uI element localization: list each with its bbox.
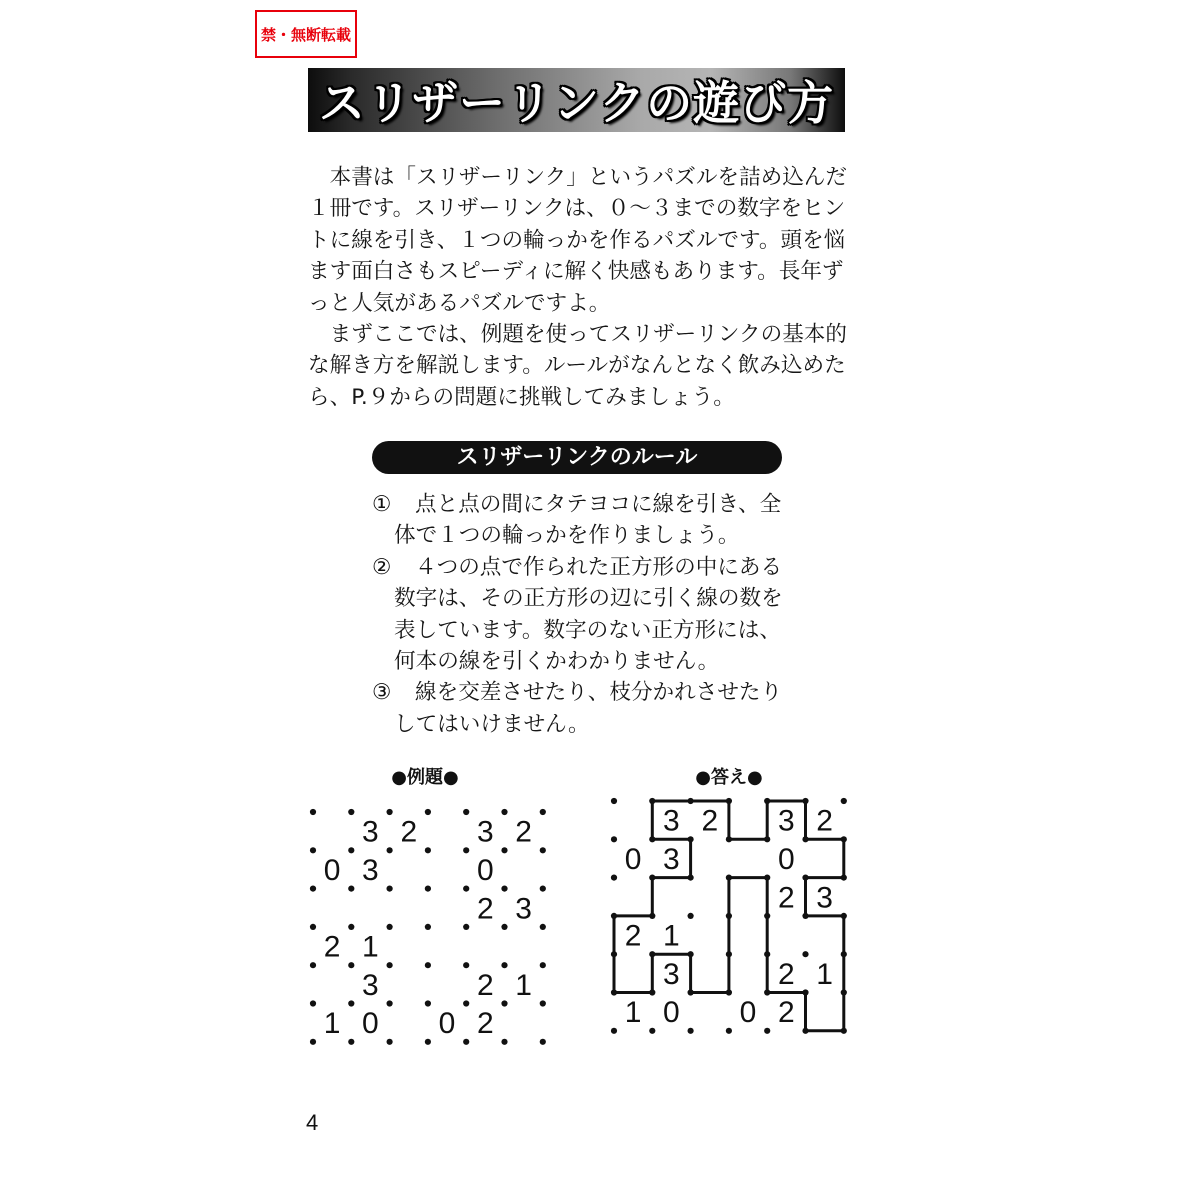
rule-marker: ① — [372, 492, 392, 517]
grid-dot — [726, 875, 732, 881]
grid-dot — [463, 809, 469, 815]
grid-dot — [841, 798, 847, 804]
grid-dot — [611, 798, 617, 804]
intro-line: まずここでは、例題を使ってスリザーリンクの基本的 — [329, 321, 847, 347]
grid-dot — [348, 1000, 354, 1006]
clue-number: 2 — [476, 968, 494, 1002]
grid-dot — [802, 913, 808, 919]
grid-dot — [688, 1028, 694, 1034]
grid-dot — [501, 847, 507, 853]
rule-marker: ② — [372, 554, 392, 580]
intro-paragraph — [308, 319, 856, 413]
clue-number: 2 — [816, 804, 833, 838]
clue-number: 3 — [777, 804, 795, 838]
grid-dot — [611, 989, 617, 995]
grid-dot — [540, 962, 546, 968]
intro-paragraph — [308, 162, 856, 319]
grid-dot — [649, 836, 655, 842]
grid-dot — [425, 1000, 431, 1006]
clue-number: 3 — [663, 842, 680, 876]
clue-number: 2 — [777, 957, 795, 991]
clue-number: 0 — [739, 996, 757, 1030]
grid-dot — [726, 1028, 732, 1034]
grid-dot — [764, 1028, 770, 1034]
intro-line: っと人気があるパズルですよ。 — [308, 290, 611, 316]
grid-dot — [841, 836, 847, 842]
clue-number: 2 — [515, 815, 532, 849]
rule-line: 何本の線を引くかわかりません。 — [394, 648, 720, 674]
grid-dot — [310, 1039, 316, 1045]
example-puzzle-grid — [300, 798, 556, 1056]
rule-line: 表しています。数字のない正方形には、 — [394, 617, 781, 643]
grid-dot — [501, 962, 507, 968]
grid-dot — [463, 847, 469, 853]
grid-dot — [649, 951, 655, 957]
clue-number: 0 — [663, 996, 680, 1030]
rule-marker: ③ — [372, 680, 392, 706]
grid-dot — [540, 1039, 546, 1045]
grid-dot — [611, 913, 617, 919]
grid-dot — [688, 798, 694, 804]
grid-dot — [540, 809, 546, 815]
grid-dot — [688, 875, 694, 881]
grid-dot — [540, 886, 546, 892]
clue-number: 3 — [362, 853, 379, 887]
grid-dot — [802, 989, 808, 995]
clue-number: 2 — [701, 804, 719, 838]
rule-line: 体で１つの輪っかを作りましょう。 — [394, 523, 740, 549]
grid-dot — [387, 1039, 393, 1045]
clue-number: 2 — [476, 892, 494, 926]
clue-number: 1 — [663, 919, 680, 953]
answer-label: ●答え● — [695, 767, 763, 788]
clue-number: 2 — [777, 881, 795, 915]
no-reprint-stamp: 禁・無断転載 — [255, 10, 357, 58]
grid-dot — [387, 886, 393, 892]
grid-dot — [310, 962, 316, 968]
grid-dot — [688, 836, 694, 842]
example-label: ●例題● — [391, 767, 459, 788]
grid-dot — [463, 924, 469, 930]
grid-dot — [348, 924, 354, 930]
grid-dot — [425, 886, 431, 892]
clue-number: 2 — [476, 1007, 494, 1041]
grid-dot — [348, 1039, 354, 1045]
grid-dot — [726, 951, 732, 957]
clue-number: 2 — [624, 919, 642, 953]
rule-item — [372, 552, 792, 678]
grid-dot — [802, 798, 808, 804]
grid-dot — [802, 951, 808, 957]
clue-number: 3 — [663, 957, 680, 991]
page-number: 4 — [306, 1110, 319, 1135]
grid-dot — [726, 798, 732, 804]
intro-line: ら、P.９からの問題に挑戦してみましょう。 — [308, 384, 735, 410]
grid-dot — [802, 836, 808, 842]
grid-dot — [463, 1000, 469, 1006]
grid-dot — [649, 1028, 655, 1034]
grid-dot — [649, 989, 655, 995]
grid-dot — [611, 836, 617, 842]
grid-dot — [841, 1028, 847, 1034]
clue-number: 2 — [777, 996, 795, 1030]
intro-line: ます面白さもスピーディに解く快感もあります。長年ず — [308, 259, 844, 285]
grid-dot — [425, 924, 431, 930]
rule-line: 線を交差させたり、枝分かれさせたり — [415, 680, 783, 706]
clue-number: 3 — [515, 892, 532, 926]
grid-dot — [501, 809, 507, 815]
grid-dot — [841, 989, 847, 995]
grid-dot — [310, 1000, 316, 1006]
clue-number: 0 — [476, 853, 494, 887]
grid-dot — [425, 847, 431, 853]
rule-line: 点と点の間にタテヨコに線を引き、全 — [415, 492, 782, 517]
grid-dot — [764, 989, 770, 995]
grid-dot — [348, 847, 354, 853]
grid-dot — [501, 1000, 507, 1006]
grid-dot — [501, 1039, 507, 1045]
clue-number: 3 — [362, 815, 379, 849]
intro-line: １冊です。スリザーリンクは、０～３までの数字をヒン — [308, 196, 846, 222]
grid-dot — [540, 847, 546, 853]
rules-list — [372, 489, 792, 740]
grid-dot — [425, 1039, 431, 1045]
clue-number: 1 — [323, 1007, 341, 1041]
grid-dot — [688, 989, 694, 995]
grid-dot — [841, 951, 847, 957]
clue-number: 3 — [663, 804, 680, 838]
rule-item — [372, 677, 792, 740]
grid-dot — [387, 847, 393, 853]
clue-number: 2 — [400, 815, 418, 849]
grid-dot — [841, 913, 847, 919]
clue-number: 0 — [362, 1007, 379, 1041]
grid-dot — [802, 1028, 808, 1034]
grid-dot — [649, 798, 655, 804]
grid-dot — [310, 924, 316, 930]
clue-number: 1 — [816, 957, 833, 991]
clue-number: 0 — [777, 842, 795, 876]
grid-dot — [387, 1000, 393, 1006]
grid-dot — [802, 875, 808, 881]
grid-dot — [387, 924, 393, 930]
clue-number: 0 — [624, 842, 642, 876]
grid-dot — [463, 886, 469, 892]
grid-dot — [348, 962, 354, 968]
clue-number: 0 — [323, 853, 341, 887]
answer-puzzle-grid — [600, 788, 856, 1046]
grid-dot — [611, 1028, 617, 1034]
grid-dot — [649, 875, 655, 881]
grid-dot — [387, 809, 393, 815]
grid-dot — [764, 951, 770, 957]
rule-line: 数字は、その正方形の辺に引く線の数を — [394, 586, 783, 612]
rule-item — [372, 489, 792, 552]
grid-dot — [688, 951, 694, 957]
intro-line: トに線を引き、１つの輪っかを作るパズルです。頭を悩 — [308, 227, 846, 253]
clue-number: 3 — [362, 968, 379, 1002]
page-title: スリザーリンクの遊び方 — [318, 76, 835, 130]
clue-number: 3 — [816, 881, 833, 915]
grid-dot — [764, 798, 770, 804]
rule-line: してはいけません。 — [394, 711, 590, 737]
rule-line: ４つの点で作られた正方形の中にある — [415, 554, 783, 580]
grid-dot — [611, 951, 617, 957]
intro-line: 本書は「スリザーリンク」というパズルを詰め込んだ — [329, 165, 847, 190]
grid-dot — [540, 924, 546, 930]
title-banner — [308, 68, 845, 132]
grid-dot — [726, 989, 732, 995]
clue-number: 1 — [515, 968, 532, 1002]
clue-number: 3 — [476, 815, 494, 849]
grid-dot — [425, 809, 431, 815]
grid-dot — [764, 875, 770, 881]
grid-dot — [764, 913, 770, 919]
grid-dot — [688, 913, 694, 919]
grid-dot — [310, 847, 316, 853]
grid-dot — [425, 962, 431, 968]
grid-dot — [540, 1000, 546, 1006]
clue-number: 2 — [323, 930, 341, 964]
intro-line: な解き方を解説します。ルールがなんとなく飲み込めた — [308, 353, 846, 379]
grid-dot — [463, 1039, 469, 1045]
grid-dot — [387, 962, 393, 968]
grid-dot — [726, 836, 732, 842]
grid-dot — [501, 886, 507, 892]
grid-dot — [611, 875, 617, 881]
clue-number: 1 — [624, 996, 642, 1030]
grid-dot — [764, 836, 770, 842]
clue-number: 0 — [438, 1007, 456, 1041]
grid-dot — [501, 924, 507, 930]
grid-dot — [841, 875, 847, 881]
grid-dot — [726, 913, 732, 919]
grid-dot — [310, 886, 316, 892]
grid-dot — [310, 809, 316, 815]
grid-dot — [649, 913, 655, 919]
grid-dot — [463, 962, 469, 968]
intro-text — [308, 162, 856, 413]
grid-dot — [348, 886, 354, 892]
clue-number: 1 — [362, 930, 379, 964]
grid-dot — [348, 809, 354, 815]
rules-heading: スリザーリンクのルール — [372, 441, 782, 474]
